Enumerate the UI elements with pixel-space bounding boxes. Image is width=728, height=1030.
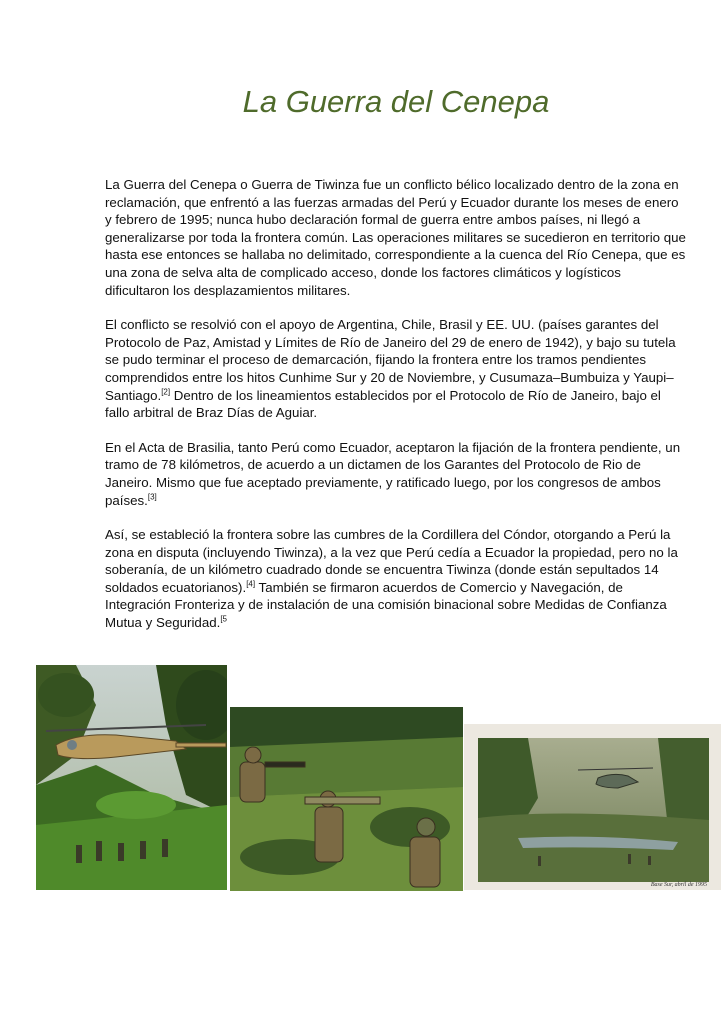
paragraph-2-text-a: El conflicto se resolvió con el apoyo de Argentina, Chile, Brasil y EE. UU. (países garantes del Protocolo de Paz, Amistad y Límites de Río de Janeiro del 29 de enero de 1942), y bajo su tutela se pudo terminar el proceso de demarcación, fijando la frontera entre los tramos pendientes comprendidos entre los hitos Cunhime Sur y 20 de Noviembre, y Cusumaza–Bumbuiza y Yaupi–Santiago. xyxy=(105,317,676,403)
footnote-ref-4[interactable]: [4] xyxy=(246,579,256,589)
footnote-ref-2[interactable]: [2] xyxy=(161,387,171,397)
photo-helicopter-jungle xyxy=(36,665,227,890)
photo-river-base xyxy=(464,724,721,890)
paragraph-4 xyxy=(105,526,687,632)
photo-caption: Base Sur, abril de 1995 xyxy=(650,882,707,888)
paragraph-2 xyxy=(105,316,687,422)
footnote-ref-5[interactable]: [5 xyxy=(220,614,227,624)
paragraph-1: La Guerra del Cenepa o Guerra de Tiwinza fue un conflicto bélico localizado dentro de la zona en reclamación, que enfrentó a las fuerzas armadas del Perú y Ecuador durante los meses de enero y febrero de 1995; nunca hubo declaración formal de guerra entre ambos países, ni llegó a generalizarse por toda la frontera común. Las operaciones militares se sucedieron en territorio que hasta ese entonces se hallaba no delimitado, correspondiente a la cuenca del Río Cenepa, que es una zona de selva alta de complicado acceso, donde los factores climáticos y logísticos dificultaron los desplazamientos militares. xyxy=(105,177,686,298)
paragraph-3 xyxy=(105,439,687,509)
document-body xyxy=(105,176,687,649)
paragraph-2-text-b: Dentro de los lineamientos establecidos por el Protocolo de Río de Janeiro, bajo el fallo arbitral de Braz Días de Aguiar. xyxy=(105,387,661,421)
document-title: La Guerra del Cenepa xyxy=(242,84,550,119)
photo-soldiers-combat xyxy=(230,707,463,891)
paragraph-4-text-b: También se firmaron acuerdos de Comercio y Navegación, de Integración Fronteriza y de instalación de una comisión binacional sobre Medidas de Confianza Mutua y Seguridad. xyxy=(105,579,667,631)
paragraph-4-text-a: Así, se estableció la frontera sobre las cumbres de la Cordillera del Cóndor, otorgando a Perú la zona en disputa (incluyendo Tiwinza), a la vez que Perú cedía a Ecuador la propiedad, pero no la soberanía, de un kilómetro cuadrado donde se encuentra Tiwinza (donde están sepultados 14 soldados ecuatorianos). xyxy=(105,527,678,595)
footnote-ref-3[interactable]: [3] xyxy=(147,492,157,502)
paragraph-3-text: En el Acta de Brasilia, tanto Perú como Ecuador, aceptaron la fijación de la frontera pendiente, un tramo de 78 kilómetros, de acuerdo a un dictamen de los Garantes del Protocolo de Rio de Janeiro. Mismo que fue aceptado previamente, y ratificado luego, por los congresos de ambos países. xyxy=(105,439,681,508)
